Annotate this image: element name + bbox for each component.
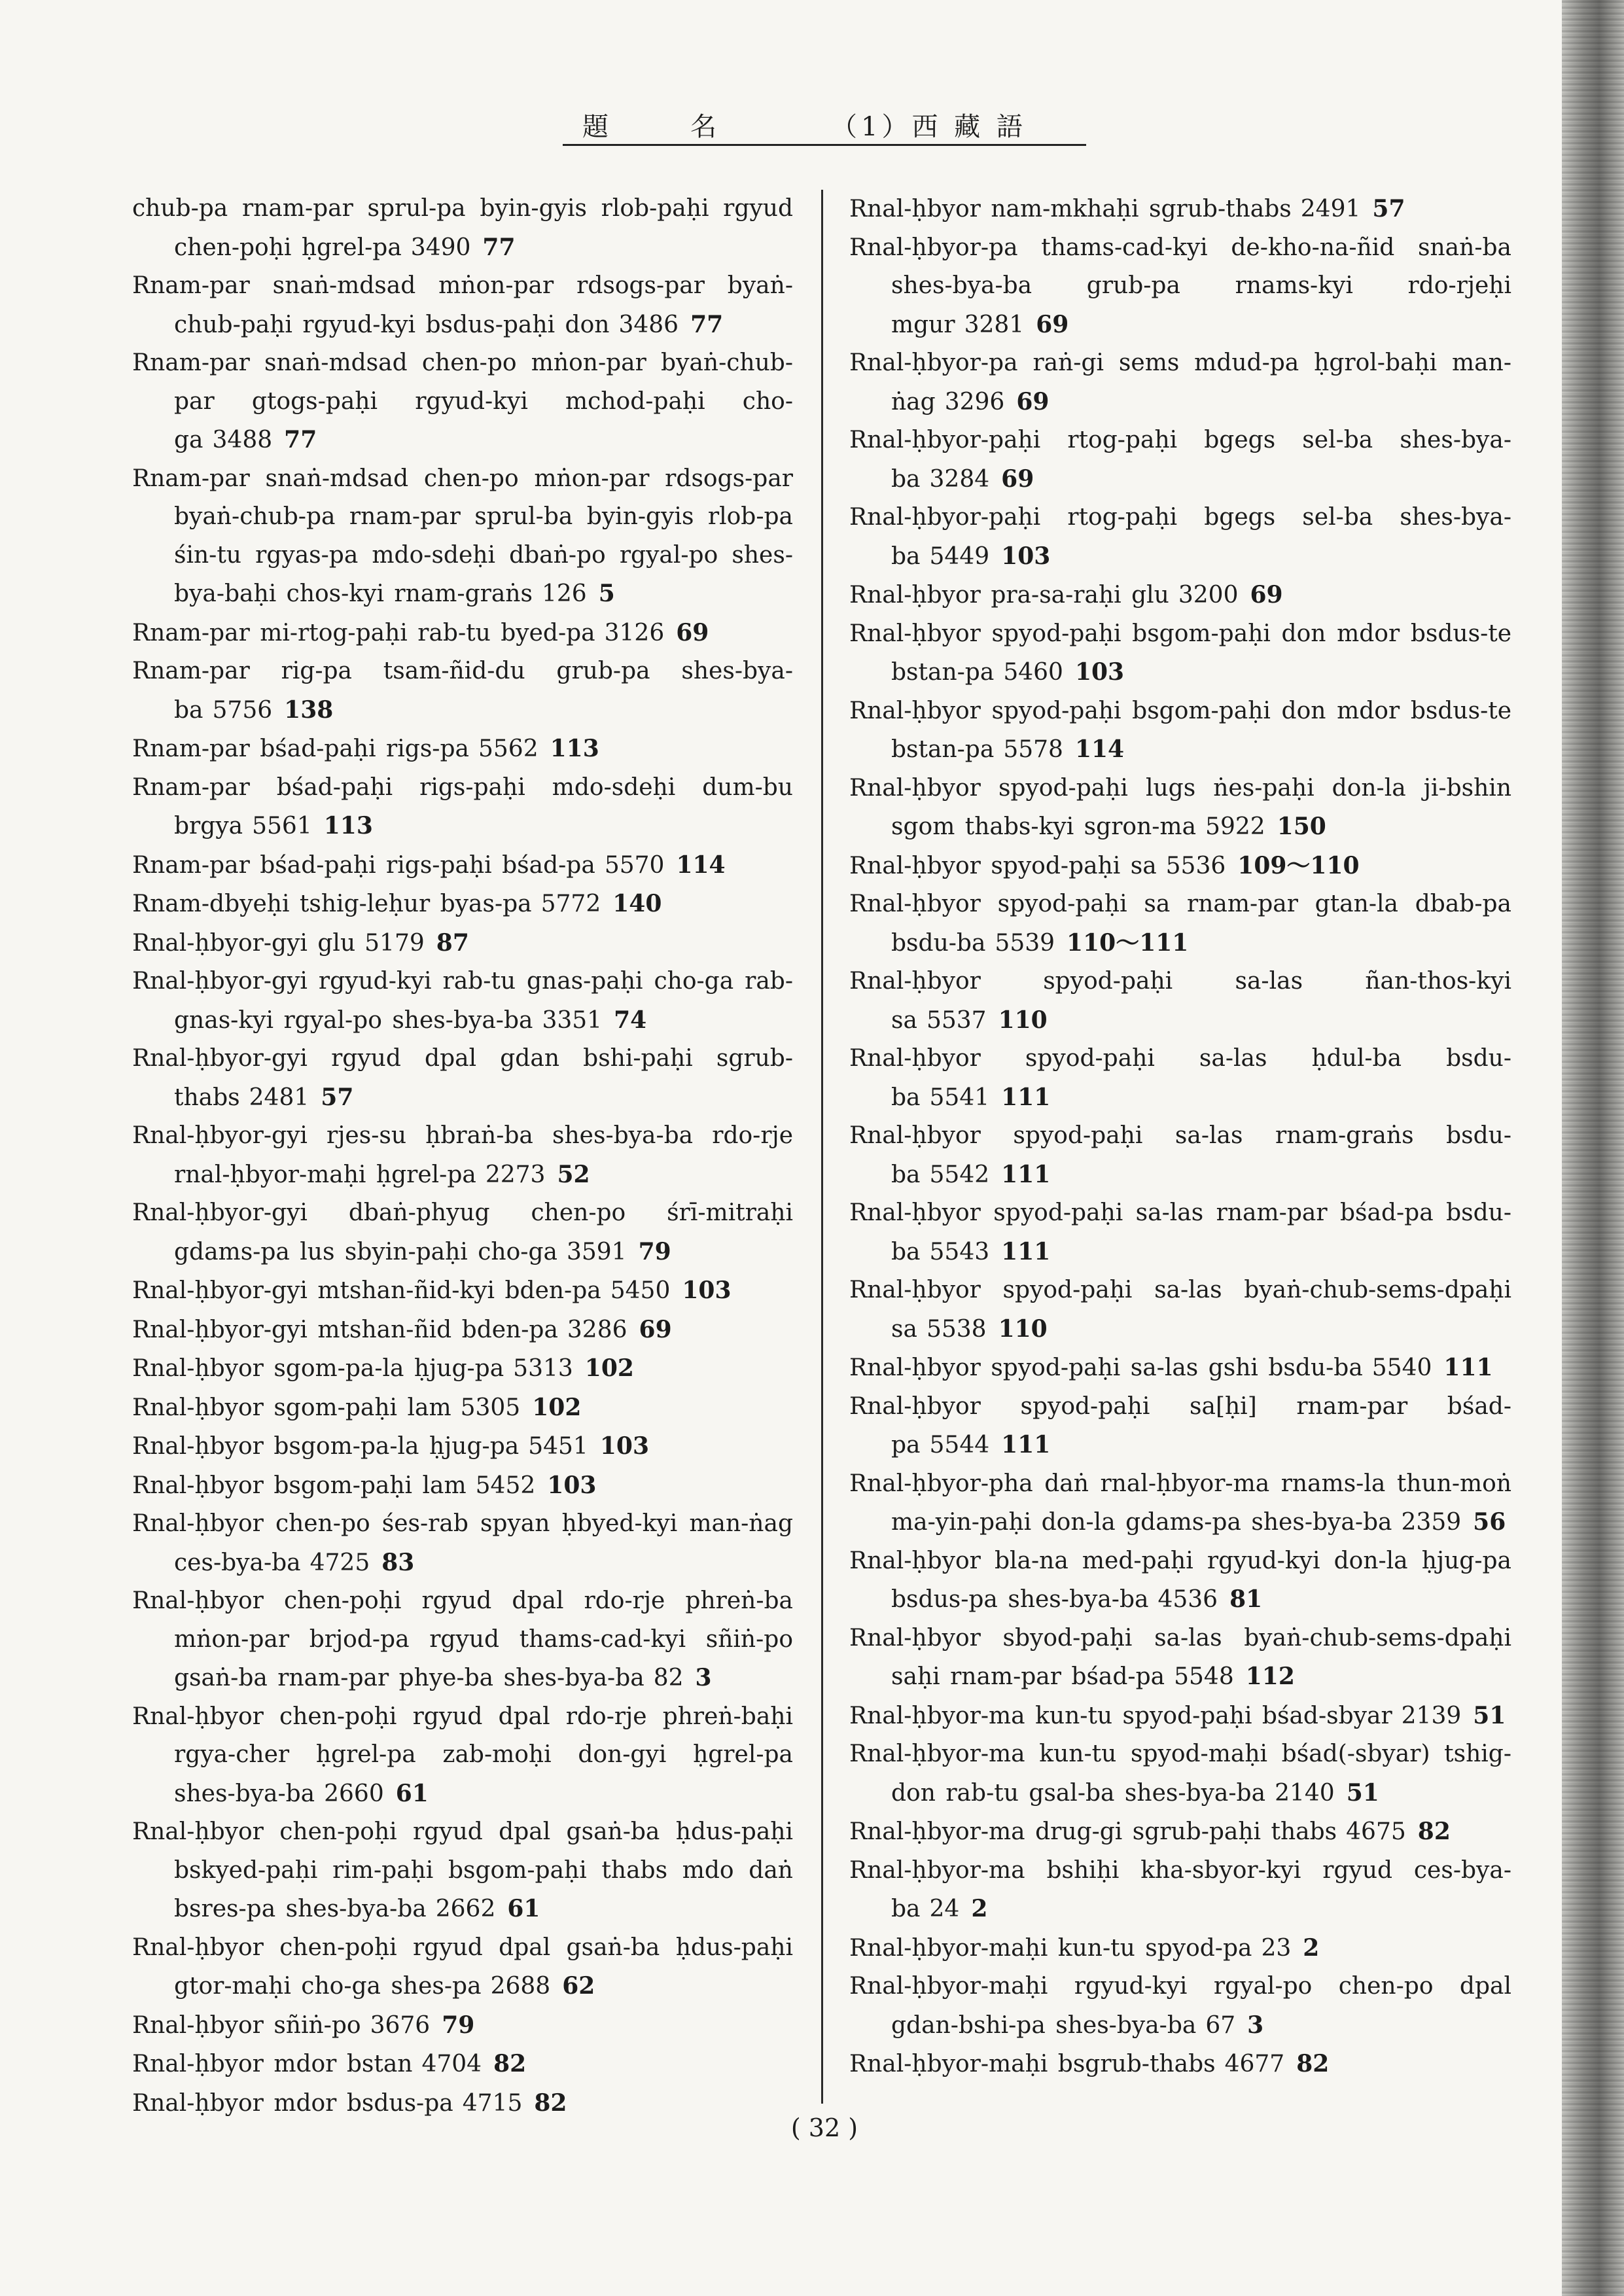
index-entry [849, 576, 1511, 615]
index-entry [132, 614, 793, 653]
entry-page-ref: 103 [1001, 542, 1051, 570]
entry-title: Rnal-ḥbyor sgom-pa-la ḥjug-pa [132, 1355, 504, 1382]
entry-page-ref: 81 [1229, 1585, 1263, 1613]
entry-catalog-number: 3126 [604, 619, 665, 646]
index-entry [849, 421, 1511, 499]
index-entry [849, 190, 1511, 229]
index-entry [132, 885, 793, 924]
entry-title: Rnal-ḥbyor spyod-paḥi bsgom-paḥi don mdor bsdus-te bstan-pa [849, 620, 1511, 686]
entry-title: Rnal-ḥbyor bla-na med-paḥi rgyud-kyi don-la ḥjug-pa bsdus-pa shes-bya-ba [849, 1547, 1511, 1613]
entry-title: Rnal-ḥbyor nam-mkhaḥi sgrub-thabs [849, 196, 1292, 222]
index-entry [849, 1040, 1511, 1117]
index-entry [849, 1812, 1511, 1852]
index-entry [132, 963, 793, 1040]
index-entry [132, 769, 793, 846]
entry-catalog-number: 5578 [1003, 736, 1063, 763]
index-entry [849, 1194, 1511, 1271]
entry-page-ref: 69 [1250, 581, 1283, 609]
index-entry [132, 1194, 793, 1271]
entry-title: chub-pa rnam-par sprul-pa byin-gyis rlob-paḥi rgyud chen-poḥi ḥgrel-pa [132, 195, 793, 261]
entry-title: Rnal-ḥbyor-maḥi kun-tu spyod-pa [849, 1934, 1252, 1962]
index-entry [132, 1698, 793, 1814]
entry-title: Rnal-ḥbyor-ma kun-tu spyod-paḥi bśad-sbyar [849, 1702, 1392, 1729]
entry-page-ref: 103 [682, 1277, 732, 1304]
index-entry [849, 1697, 1511, 1736]
entry-catalog-number: 4677 [1224, 2051, 1285, 2077]
index-column-left [132, 190, 793, 2123]
index-entry [132, 1388, 793, 1428]
entry-page-ref: 110 [998, 1006, 1048, 1034]
index-entry [849, 344, 1511, 421]
index-entry [849, 1271, 1511, 1349]
entry-page-ref: 138 [284, 696, 334, 724]
entry-catalog-number: 2660 [324, 1780, 384, 1807]
entry-catalog-number: 3488 [212, 427, 273, 453]
entry-catalog-number: 5540 [1371, 1354, 1432, 1381]
entry-page-ref: 150 [1277, 813, 1326, 840]
entry-page-ref: 77 [482, 233, 516, 261]
entry-title: Rnal-ḥbyor spyod-paḥi sa [849, 852, 1157, 879]
entry-catalog-number: 3284 [929, 465, 990, 493]
entry-catalog-number: 5460 [1003, 659, 1063, 686]
entry-page-ref: 61 [507, 1895, 540, 1922]
entry-page-ref: 69 [1016, 387, 1050, 415]
entry-page-ref: 87 [436, 928, 469, 957]
index-entry [849, 885, 1511, 963]
entry-catalog-number: 5542 [929, 1161, 990, 1188]
entry-catalog-number: 2662 [435, 1896, 496, 1922]
entry-title: Rnal-ḥbyor-maḥi rgyud-kyi rgyal-po chen-po dpal gdan-bshi-pa shes-bya-ba [849, 1973, 1511, 2039]
entry-title: Rnal-ḥbyor-paḥi rtog-paḥi bgegs sel-ba shes-bya-ba [849, 504, 1511, 570]
index-entry [849, 692, 1511, 769]
index-entry [849, 769, 1511, 847]
entry-title: Rnal-ḥbyor spyod-paḥi sa-las ḥdul-ba bsdu-ba [849, 1045, 1511, 1111]
index-entry [132, 460, 793, 614]
entry-catalog-number: 3676 [370, 2011, 431, 2039]
entry-page-ref: 57 [321, 1083, 354, 1111]
index-entry [849, 499, 1511, 576]
index-entry [132, 1271, 793, 1311]
entry-catalog-number: 5450 [610, 1277, 671, 1304]
entry-title: Rnal-ḥbyor spyod-paḥi sa-las gshi bsdu-ba [849, 1354, 1363, 1381]
entry-page-ref: 57 [1372, 195, 1405, 222]
index-entry [849, 1968, 1511, 2045]
entry-title: Rnal-ḥbyor spyod-paḥi lugs ṅes-paḥi don-la ji-bshin sgom thabs-kyi sgron-ma [849, 774, 1511, 840]
entry-catalog-number: 23 [1261, 1934, 1292, 1962]
entry-catalog-number: 2139 [1401, 1702, 1462, 1729]
index-entry [849, 963, 1511, 1040]
entry-page-ref: 77 [284, 426, 317, 453]
entry-catalog-number: 2491 [1300, 196, 1361, 222]
entry-title: Rnal-ḥbyor-gyi rgyud dpal gdan bshi-paḥi sgrub-thabs [132, 1045, 793, 1111]
entry-title: Rnam-par snaṅ-mdsad mṅon-par rdsogs-par byaṅ-chub-paḥi rgyud-kyi bsdus-paḥi don [132, 272, 793, 338]
entry-catalog-number: 2273 [485, 1161, 546, 1188]
entry-page-ref: 79 [638, 1237, 671, 1265]
entry-title: Rnal-ḥbyor chen-poḥi rgyud dpal gsaṅ-ba ḥdus-paḥi bskyed-paḥi rim-paḥi bsgom-paḥi thabs mdo daṅ bsres-pa shes-bya-ba [132, 1818, 793, 1922]
entry-catalog-number: 5313 [513, 1355, 573, 1382]
entry-page-ref: 51 [1346, 1778, 1379, 1807]
entry-title: Rnal-ḥbyor-gyi mtshan-ñid bden-pa [132, 1316, 558, 1343]
entry-catalog-number: 5452 [475, 1472, 536, 1499]
entry-page-ref: 82 [493, 2050, 527, 2077]
entry-catalog-number: 2140 [1275, 1779, 1335, 1807]
entry-catalog-number: 4704 [421, 2051, 482, 2077]
entry-page-ref: 61 [395, 1779, 429, 1807]
entry-catalog-number: 5756 [212, 696, 273, 724]
entry-page-ref: 62 [562, 1972, 595, 2000]
index-entry [849, 1117, 1511, 1194]
entry-page-ref: 69 [1036, 310, 1069, 338]
entry-page-ref: 51 [1473, 1701, 1506, 1729]
entry-title: Rnal-ḥbyor-pa thams-cad-kyi de-kho-na-ñid snaṅ-ba shes-bya-ba grub-pa rnams-kyi rdo-rjeḥi mgur [849, 234, 1511, 338]
entry-catalog-number: 5179 [364, 929, 425, 957]
entry-title: Rnal-ḥbyor-pa raṅ-gi sems mdud-pa ḥgrol-baḥi man-ṅag [849, 349, 1511, 415]
header-title-char-1: 題 [582, 112, 612, 142]
entry-catalog-number: 126 [541, 580, 587, 607]
index-entry [849, 1619, 1511, 1697]
entry-page-ref: 111 [1001, 1431, 1051, 1458]
entry-title: Rnal-ḥbyor-pha daṅ rnal-ḥbyor-ma rnams-la thun-moṅ ma-yin-paḥi don-la gdams-pa shes-bya-ba [849, 1470, 1511, 1536]
entry-catalog-number: 67 [1205, 2011, 1236, 2039]
entry-catalog-number: 3490 [410, 234, 471, 261]
entry-page-ref: 82 [1417, 1818, 1451, 1845]
entry-catalog-number: 5772 [540, 891, 601, 917]
entry-title: Rnam-dbyeḥi tshig-leḥur byas-pa [132, 891, 532, 917]
entry-page-ref: 77 [690, 310, 724, 338]
index-entry [132, 1813, 793, 1929]
index-entry [132, 344, 793, 460]
entry-catalog-number: 3351 [542, 1006, 603, 1034]
index-entry [132, 1427, 793, 1466]
entry-page-ref: 3 [1247, 2011, 1264, 2039]
index-entry [132, 1929, 793, 2006]
index-entry [132, 2084, 793, 2123]
entry-title: Rnal-ḥbyor spyod-paḥi sa-las rnam-par bśad-pa bsdu-ba [849, 1199, 1511, 1265]
entry-page-ref: 102 [584, 1354, 634, 1382]
index-column-right [849, 190, 1511, 2084]
entry-title: Rnal-ḥbyor-maḥi bsgrub-thabs [849, 2051, 1216, 2077]
entry-page-ref: 110～111 [1067, 928, 1189, 957]
entry-page-ref: 112 [1245, 1663, 1295, 1690]
entry-page-ref: 74 [614, 1006, 647, 1034]
entry-page-ref: 3 [695, 1664, 712, 1691]
entry-catalog-number: 5538 [926, 1315, 987, 1343]
page-number: ( 32 ) [790, 2113, 858, 2142]
scan-edge-shadow [1562, 0, 1624, 2296]
entry-page-ref: 83 [381, 1548, 415, 1576]
entry-catalog-number: 5562 [478, 735, 538, 762]
entry-catalog-number: 5536 [1165, 852, 1226, 879]
entry-page-ref: 109～110 [1237, 851, 1360, 879]
entry-catalog-number: 4725 [309, 1549, 370, 1576]
index-entry [132, 1582, 793, 1698]
entry-title: Rnal-ḥbyor-gyi glu [132, 929, 356, 957]
index-entry [132, 1466, 793, 1506]
index-entry [849, 229, 1511, 345]
entry-title: Rnal-ḥbyor-gyi mtshan-ñid-kyi bden-pa [132, 1277, 601, 1304]
index-entry [849, 1465, 1511, 1542]
entry-catalog-number: 2481 [249, 1084, 309, 1111]
entry-title: Rnal-ḥbyor spyod-paḥi bsgom-paḥi don mdor bsdus-te bstan-pa [849, 697, 1511, 763]
entry-catalog-number: 82 [653, 1665, 684, 1691]
entry-page-ref: 82 [1296, 2050, 1330, 2077]
entry-catalog-number: 5537 [926, 1006, 987, 1034]
entry-page-ref: 5 [598, 580, 615, 607]
entry-page-ref: 69 [639, 1315, 672, 1343]
entry-title: Rnam-par mi-rtog-paḥi rab-tu byed-pa [132, 619, 595, 646]
entry-page-ref: 103 [1074, 658, 1125, 686]
entry-catalog-number: 3200 [1178, 582, 1239, 609]
entry-title: Rnal-ḥbyor sñiṅ-po [132, 2011, 361, 2039]
index-entry [132, 267, 793, 344]
entry-page-ref: 2 [1303, 1934, 1320, 1962]
entry-catalog-number: 5544 [929, 1432, 990, 1458]
entry-title: Rnam-par bśad-paḥi rigs-paḥi bśad-pa [132, 851, 595, 879]
entry-title: Rnal-ḥbyor-gyi rjes-su ḥbraṅ-ba shes-bya-ba rdo-rje rnal-ḥbyor-maḥi ḥgrel-pa [132, 1122, 793, 1188]
entry-title: Rnal-ḥbyor bsgom-pa-la ḥjug-pa [132, 1433, 520, 1460]
index-entry [849, 1349, 1511, 1388]
entry-title: Rnal-ḥbyor spyod-paḥi sa[ḥi] rnam-par bśad-pa [849, 1392, 1511, 1458]
index-entry [132, 652, 793, 730]
index-entry [132, 924, 793, 963]
entry-title: Rnal-ḥbyor chen-poḥi rgyud dpal gsaṅ-ba ḥdus-paḥi gtor-maḥi cho-ga shes-pa [132, 1934, 793, 2000]
index-entry [132, 846, 793, 885]
entry-catalog-number: 3591 [566, 1238, 627, 1265]
entry-page-ref: 69 [1001, 465, 1034, 493]
index-entry [849, 1542, 1511, 1619]
entry-catalog-number: 2359 [1401, 1509, 1462, 1536]
entry-catalog-number: 2688 [490, 1973, 551, 2000]
entry-page-ref: 103 [599, 1432, 649, 1460]
entry-title: Rnam-par snaṅ-mdsad chen-po mṅon-par rdsogs-par byaṅ-chub-pa rnam-par sprul-ba byin-gyis rlob-pa śin-tu rgyas-pa mdo-sdeḥi dbaṅ-po rgyal-po shes-bya-baḥi chos-kyi rnam-graṅs [132, 465, 793, 607]
entry-title: Rnal-ḥbyor mdor bstan [132, 2051, 413, 2077]
entry-page-ref: 114 [1074, 735, 1125, 763]
entry-catalog-number: 5541 [929, 1084, 990, 1111]
index-entry [132, 1505, 793, 1582]
index-entry [132, 2045, 793, 2084]
entry-page-ref: 113 [323, 812, 373, 839]
entry-page-ref: 140 [612, 890, 662, 917]
index-entry [849, 2045, 1511, 2084]
entry-title: Rnal-ḥbyor-paḥi rtog-paḥi bgegs sel-ba shes-bya-ba [849, 427, 1511, 493]
entry-title: Rnam-par rig-pa tsam-ñid-du grub-pa shes-bya-ba [132, 658, 793, 724]
entry-title: Rnal-ḥbyor-ma drug-gi sgrub-paḥi thabs [849, 1818, 1337, 1845]
entry-catalog-number: 5449 [929, 542, 990, 570]
index-entry [849, 615, 1511, 692]
entry-catalog-number: 4675 [1346, 1818, 1406, 1845]
entry-catalog-number: 3296 [944, 388, 1005, 415]
index-entry [132, 1117, 793, 1194]
index-entry [132, 190, 793, 267]
index-entry [132, 1349, 793, 1388]
entry-page-ref: 69 [676, 618, 709, 646]
running-header [563, 98, 1086, 146]
header-title-char-2: 名 [690, 112, 720, 142]
entry-page-ref: 52 [557, 1160, 590, 1188]
entry-catalog-number: 4715 [462, 2089, 523, 2117]
entry-catalog-number: 3486 [618, 311, 679, 338]
entry-title: Rnam-par bśad-paḥi rigs-pa [132, 735, 469, 762]
index-entry [132, 1040, 793, 1117]
entry-catalog-number: 24 [929, 1896, 960, 1922]
entry-title: Rnal-ḥbyor spyod-paḥi sa rnam-par gtan-la dbab-pa bsdu-ba [849, 891, 1511, 957]
entry-page-ref: 114 [676, 851, 726, 879]
entry-page-ref: 79 [442, 2011, 475, 2039]
entry-catalog-number: 5570 [604, 851, 665, 879]
entry-catalog-number: 5548 [1174, 1663, 1234, 1690]
entry-catalog-number: 5543 [929, 1238, 990, 1265]
entry-page-ref: 102 [532, 1393, 582, 1421]
entry-page-ref: 103 [547, 1471, 597, 1499]
index-entry [849, 847, 1511, 886]
entry-title: Rnal-ḥbyor-ma kun-tu spyod-maḥi bśad(-sbyar) tshig-don rab-tu gsal-ba shes-bya-ba [849, 1740, 1511, 1807]
entry-title: Rnal-ḥbyor sbyod-paḥi sa-las byaṅ-chub-sems-dpaḥi saḥi rnam-par bśad-pa [849, 1624, 1511, 1690]
entry-page-ref: 111 [1001, 1160, 1051, 1188]
index-entry [132, 1311, 793, 1350]
entry-page-ref: 111 [1001, 1083, 1051, 1111]
entry-title: Rnal-ḥbyor pra-sa-raḥi glu [849, 582, 1169, 609]
entry-catalog-number: 3286 [567, 1316, 627, 1343]
index-entry [849, 1929, 1511, 1968]
entry-title: Rnal-ḥbyor-gyi dbaṅ-phyug chen-po śrī-mitraḥi gdams-pa lus sbyin-paḥi cho-ga [132, 1199, 793, 1265]
entry-title: Rnal-ḥbyor spyod-paḥi sa-las ñan-thos-kyi sa [849, 968, 1511, 1034]
index-entry [849, 1852, 1511, 1929]
entry-page-ref: 82 [534, 2089, 567, 2117]
entry-title: Rnal-ḥbyor sgom-paḥi lam [132, 1394, 451, 1421]
entry-catalog-number: 5922 [1205, 813, 1265, 840]
entry-page-ref: 111 [1001, 1237, 1051, 1265]
entry-page-ref: 111 [1443, 1354, 1493, 1381]
entry-catalog-number: 5305 [460, 1394, 521, 1421]
entry-title: Rnal-ḥbyor chen-po śes-rab spyan ḥbyed-kyi man-ṅag ces-bya-ba [132, 1510, 793, 1576]
entry-catalog-number: 5539 [995, 929, 1055, 957]
entry-catalog-number: 5451 [528, 1433, 588, 1460]
entry-title: Rnal-ḥbyor chen-poḥi rgyud dpal rdo-rje phreṅ-baḥi rgya-cher ḥgrel-pa zab-moḥi don-gyi ḥgrel-pa shes-bya-ba [132, 1703, 793, 1807]
column-divider [821, 190, 823, 2104]
entry-title: Rnal-ḥbyor-ma bshiḥi kha-sbyor-kyi rgyud ces-bya-ba [849, 1856, 1511, 1922]
entry-title: Rnam-par bśad-paḥi rigs-paḥi mdo-sdeḥi dum-bu brgya [132, 773, 793, 839]
entry-title: Rnal-ḥbyor-gyi rgyud-kyi rab-tu gnas-paḥi cho-ga rab-gnas-kyi rgyal-po shes-bya-ba [132, 968, 793, 1034]
entry-catalog-number: 5561 [252, 813, 312, 839]
entry-title: Rnam-par snaṅ-mdsad chen-po mṅon-par byaṅ-chub-par gtogs-paḥi rgyud-kyi mchod-paḥi cho-ga [132, 349, 793, 453]
index-entry [132, 2006, 793, 2045]
entry-title: Rnal-ḥbyor spyod-paḥi sa-las byaṅ-chub-sems-dpaḥi sa [849, 1277, 1511, 1343]
entry-page-ref: 2 [971, 1895, 988, 1922]
entry-title: Rnal-ḥbyor spyod-paḥi sa-las rnam-graṅs bsdu-ba [849, 1122, 1511, 1188]
header-section: （1）西 藏 語 [831, 112, 1027, 142]
index-entry [132, 730, 793, 769]
entry-page-ref: 113 [550, 735, 599, 762]
index-entry [849, 1735, 1511, 1812]
entry-title: Rnal-ḥbyor bsgom-paḥi lam [132, 1472, 467, 1499]
entry-title: Rnal-ḥbyor chen-poḥi rgyud dpal rdo-rje phreṅ-ba mṅon-par brjod-pa rgyud thams-cad-kyi sñiṅ-po gsaṅ-ba rnam-par phye-ba shes-bya-ba [132, 1587, 793, 1691]
entry-page-ref: 110 [998, 1315, 1048, 1343]
entry-title: Rnal-ḥbyor mdor bsdus-pa [132, 2089, 453, 2117]
index-entry [849, 1388, 1511, 1465]
entry-page-ref: 56 [1473, 1508, 1506, 1536]
entry-catalog-number: 4536 [1157, 1586, 1218, 1613]
entry-catalog-number: 3281 [964, 311, 1025, 338]
